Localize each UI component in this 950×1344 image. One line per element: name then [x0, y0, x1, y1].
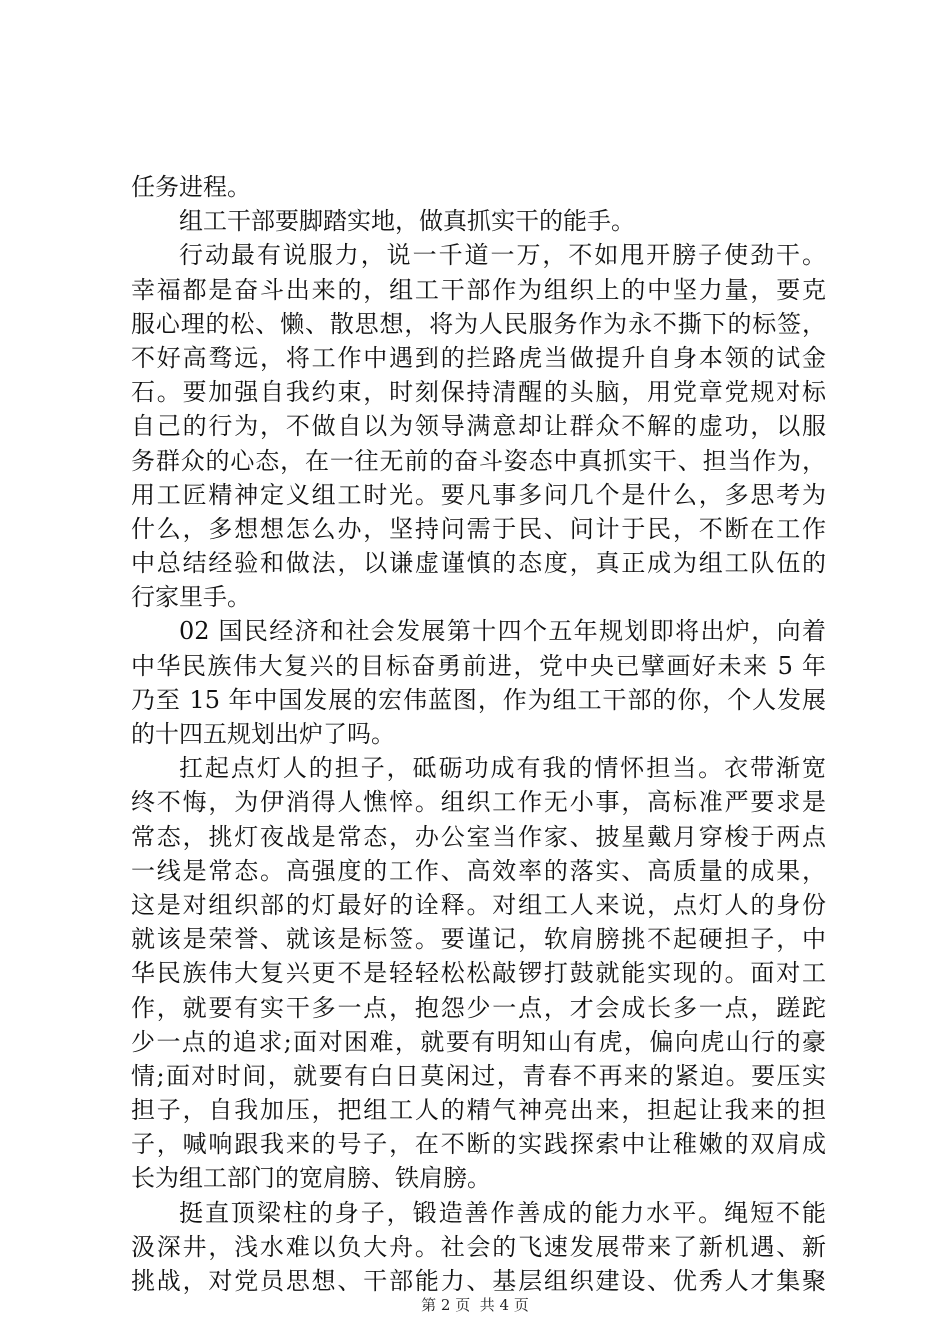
text-line: 02 国民经济和社会发展第十四个五年规划即将出炉，向着 — [179, 617, 826, 646]
text-line: 情;面对时间，就要有白日莫闲过，青春不再来的紧迫。要压实 — [131, 1061, 826, 1090]
text-line: 务群众的心态，在一往无前的奋斗姿态中真抓实干、担当作为， — [131, 446, 826, 475]
text-line: 终不悔，为伊消得人憔悴。组织工作无小事，高标准严要求是 — [131, 788, 826, 817]
text-line: 扛起点灯人的担子，砥砺功成有我的情怀担当。衣带渐宽 — [179, 754, 826, 783]
page-number: 第 2 页 — [421, 1296, 471, 1314]
text-line: 就该是荣誉、就该是标签。要谨记，软肩膀挑不起硬担子，中 — [131, 925, 826, 954]
page-total: 共 4 页 — [479, 1296, 529, 1314]
text-line: 行动最有说服力，说一千道一万，不如甩开膀子使劲干。 — [179, 241, 826, 270]
text-line: 华民族伟大复兴更不是轻轻松松敲锣打鼓就能实现的。面对工 — [131, 959, 826, 988]
text-line: 不好高骛远，将工作中遇到的拦路虎当做提升自身本领的试金 — [131, 343, 826, 372]
text-line: 这是对组织部的灯最好的诠释。对组工人来说，点灯人的身份 — [131, 890, 826, 919]
text-line: 的十四五规划出炉了吗。 — [131, 720, 395, 748]
text-line: 一线是常态。高强度的工作、高效率的落实、高质量的成果， — [131, 856, 826, 885]
text-line: 中华民族伟大复兴的目标奋勇前进，党中央已擘画好未来 5 年 — [131, 651, 826, 680]
text-line: 担子，自我加压，把组工人的精气神亮出来，担起让我来的担 — [131, 1096, 826, 1125]
text-line: 挺直顶梁柱的身子，锻造善作善成的能力水平。绳短不能 — [179, 1198, 826, 1227]
footer-spacer — [470, 1296, 480, 1314]
text-line: 任务进程。 — [131, 173, 251, 201]
text-line: 汲深井，浅水难以负大舟。社会的飞速发展带来了新机遇、新 — [131, 1232, 826, 1261]
text-line: 作，就要有实干多一点，抱怨少一点，才会成长多一点，蹉跎 — [131, 993, 826, 1022]
text-line: 挑战，对党员思想、干部能力、基层组织建设、优秀人才集聚 — [131, 1267, 826, 1295]
text-line: 行家里手。 — [131, 583, 251, 612]
text-line: 石。要加强自我约束，时刻保持清醒的头脑，用党章党规对标 — [131, 378, 826, 407]
text-line: 幸福都是奋斗出来的，组工干部作为组织上的中坚力量，要克 — [131, 275, 826, 304]
text-line: 少一点的追求;面对困难，就要有明知山有虎，偏向虎山行的豪 — [131, 1027, 826, 1056]
text-line: 服心理的松、懒、散思想，将为人民服务作为永不撕下的标签， — [131, 309, 826, 338]
text-line: 子，喊响跟我来的号子，在不断的实践探索中让稚嫩的双肩成 — [131, 1130, 826, 1159]
text-line: 用工匠精神定义组工时光。要凡事多问几个是什么，多思考为 — [131, 480, 826, 509]
text-line: 自己的行为，不做自以为领导满意却让群众不解的虚功，以服 — [131, 412, 826, 441]
text-line: 长为组工部门的宽肩膀、铁肩膀。 — [131, 1164, 491, 1193]
text-line: 常态，挑灯夜战是常态，办公室当作家、披星戴月穿梭于两点 — [131, 822, 826, 851]
text-line: 乃至 15 年中国发展的宏伟蓝图，作为组工干部的你，个人发展 — [131, 685, 826, 714]
text-line: 中总结经验和做法，以谦虚谨慎的态度，真正成为组工队伍的 — [131, 549, 826, 578]
page-footer — [0, 1295, 950, 1315]
text-line: 什么，多想想怎么办，坚持问需于民、问计于民，不断在工作 — [131, 514, 826, 543]
text-line: 组工干部要脚踏实地，做真抓实干的能手。 — [179, 207, 635, 236]
document-body — [131, 170, 826, 1298]
